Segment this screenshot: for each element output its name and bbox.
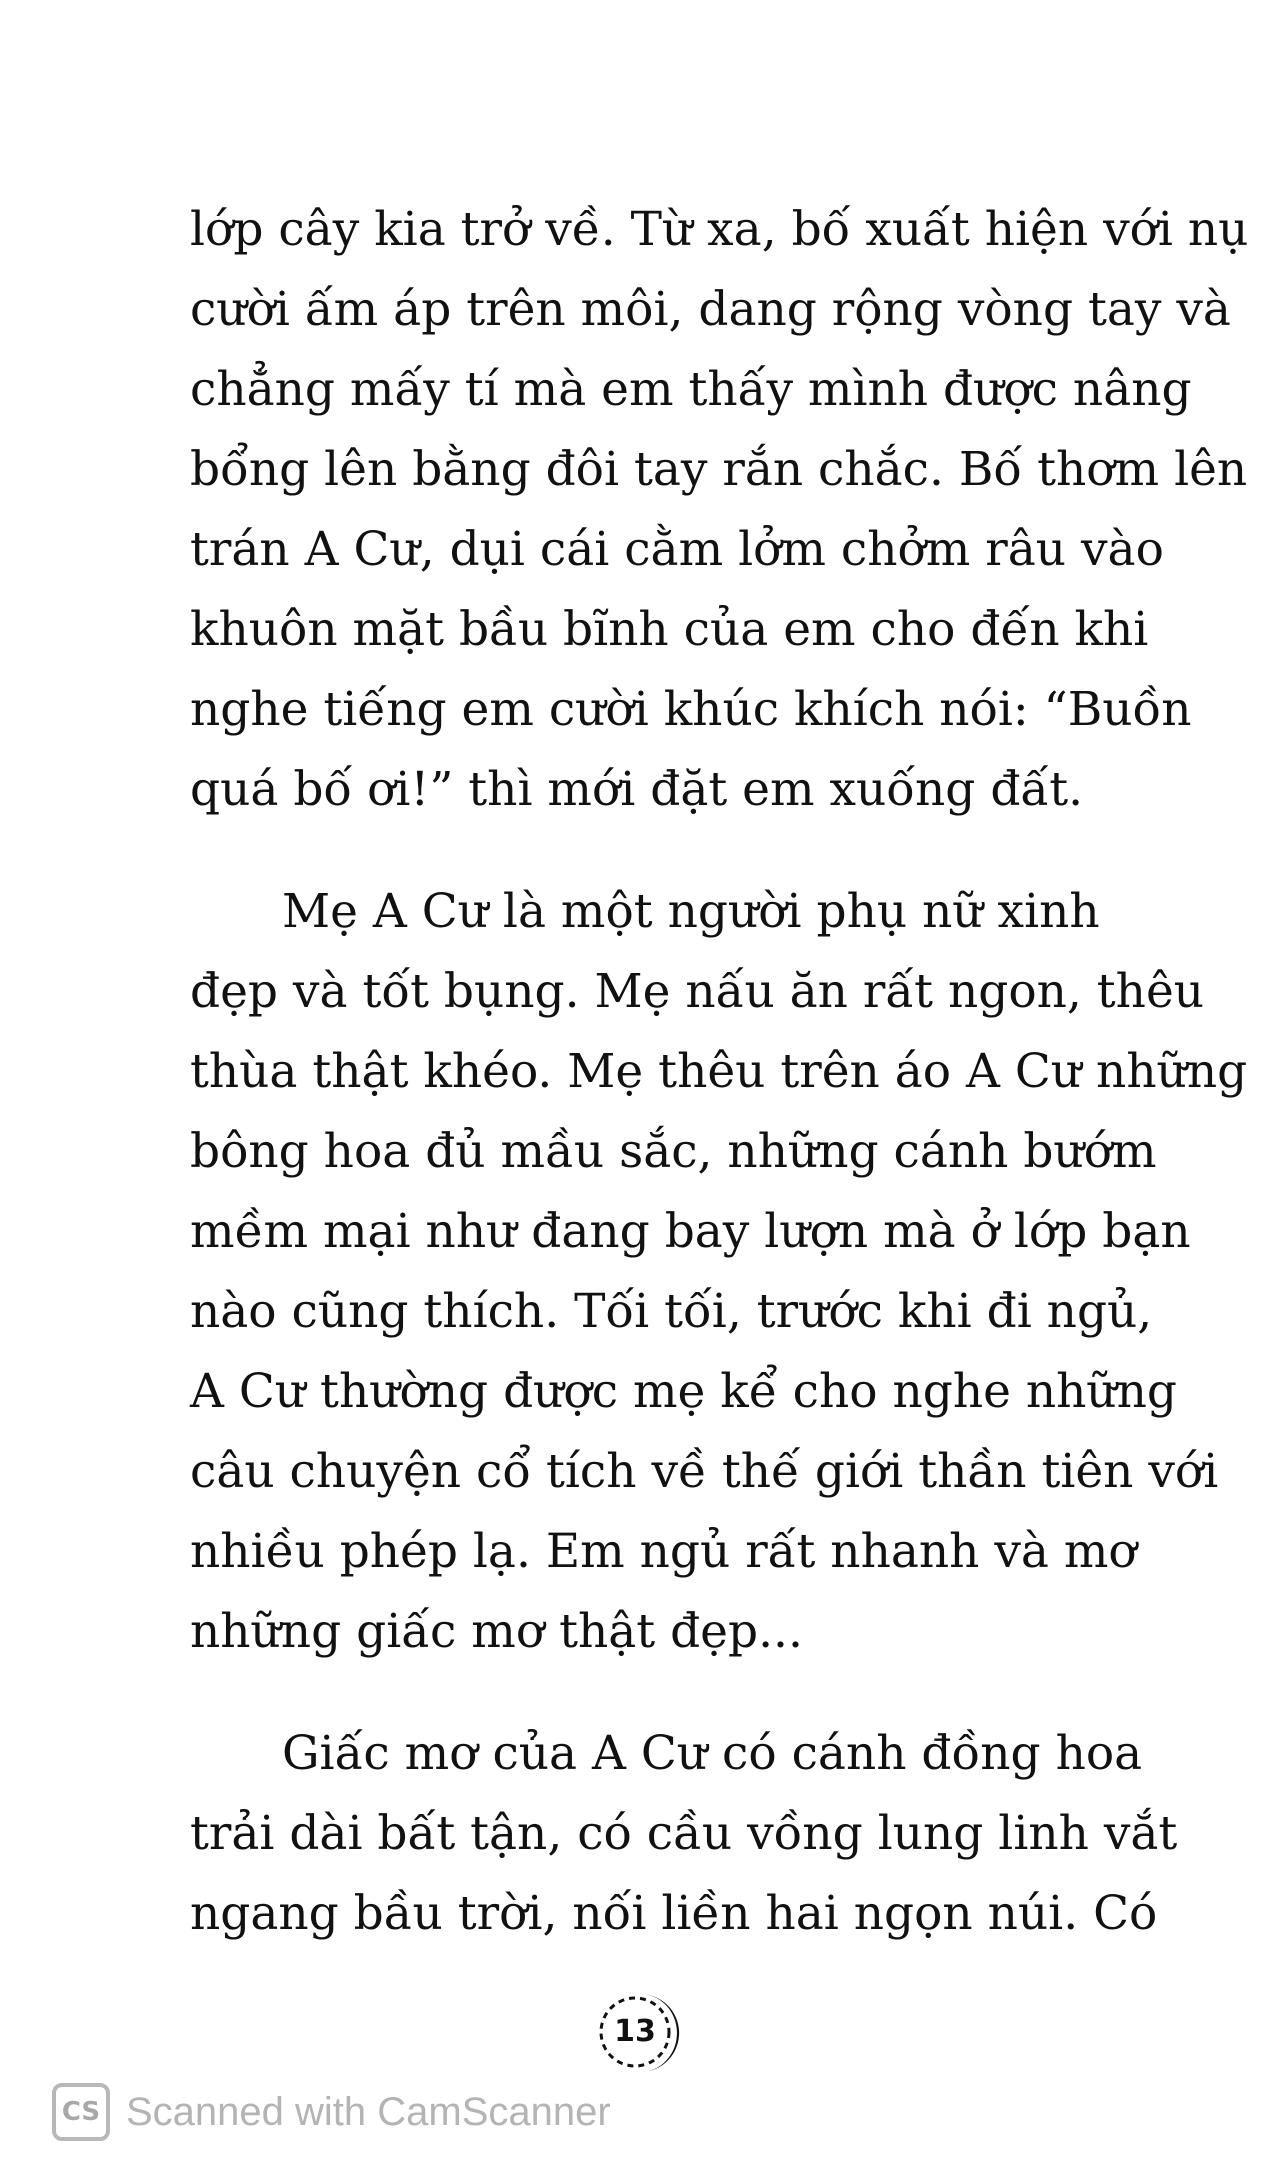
paragraph-gap <box>190 830 1090 872</box>
text-line: cười ấm áp trên môi, dang rộng vòng tay và <box>190 282 1231 337</box>
page-number-badge <box>593 1986 685 2078</box>
text-line: nhiều phép lạ. Em ngủ rất nhanh và mơ <box>190 1524 1137 1579</box>
text-line: Giấc mơ của A Cư có cánh đồng hoa <box>282 1726 1143 1781</box>
text-line: đẹp và tốt bụng. Mẹ nấu ăn rất ngon, thêu <box>190 964 1205 1019</box>
page-number: 13 <box>614 2014 656 2049</box>
camscanner-logo-icon: CS <box>52 2083 110 2141</box>
text-line: ngang bầu trời, nối liền hai ngọn núi. Có <box>190 1886 1158 1941</box>
text-line: lớp cây kia trở về. Từ xa, bố xuất hiện với nụ <box>190 202 1249 257</box>
text-line: bổng lên bằng đôi tay rắn chắc. Bố thơm lên <box>190 442 1248 497</box>
text-line: mềm mại như đang bay lượn mà ở lớp bạn <box>190 1204 1191 1259</box>
text-line: Mẹ A Cư là một người phụ nữ xinh <box>282 884 1100 939</box>
text-line: thùa thật khéo. Mẹ thêu trên áo A Cư những <box>190 1044 1248 1099</box>
body-text <box>190 190 1249 1954</box>
text-line: chẳng mấy tí mà em thấy mình được nâng <box>190 362 1192 417</box>
text-line: A Cư thường được mẹ kể cho nghe những <box>190 1364 1178 1419</box>
text-line: quá bố ơi!” thì mới đặt em xuống đất. <box>190 762 1084 817</box>
paragraph-gap <box>190 1672 1090 1714</box>
text-line: những giấc mơ thật đẹp... <box>190 1604 803 1659</box>
text-line: trải dài bất tận, có cầu vồng lung linh vắt <box>190 1806 1178 1861</box>
text-line: khuôn mặt bầu bĩnh của em cho đến khi <box>190 602 1149 657</box>
text-line: bông hoa đủ mầu sắc, những cánh bướm <box>190 1124 1157 1179</box>
watermark-text: Scanned with CamScanner <box>126 2089 611 2134</box>
camscanner-watermark <box>52 2080 611 2144</box>
text-line: nào cũng thích. Tối tối, trước khi đi ngủ, <box>190 1284 1153 1339</box>
text-line: nghe tiếng em cười khúc khích nói: “Buồn <box>190 682 1192 737</box>
text-line: trán A Cư, dụi cái cằm lởm chởm râu vào <box>190 522 1164 577</box>
text-line: câu chuyện cổ tích về thế giới thần tiên với <box>190 1444 1219 1499</box>
